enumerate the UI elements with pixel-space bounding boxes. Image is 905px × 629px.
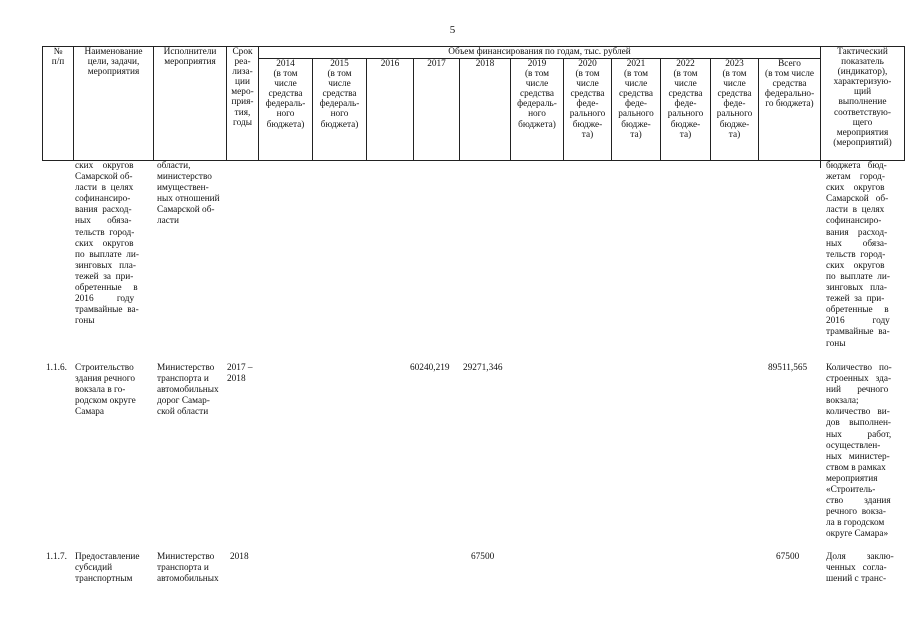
header-year-2018: 2018 (475, 59, 495, 69)
grid-line (366, 58, 367, 160)
header-year-2020: 2020 (в том числе средства феде- рального бюдже- та) (569, 59, 606, 140)
header-year-2014: 2014 (в том числе средства федераль- ного бюджета) (265, 59, 306, 130)
header-year-2019: 2019 (в том числе средства федераль- ного бюджета) (517, 59, 557, 130)
grid-line (413, 58, 414, 160)
header-year-total: Всего (в том числе средства федерально- го бюджета) (764, 59, 815, 110)
row-name: ских округов Самарской об- ласти в целях софинансиро- вания расход- ных обяза- тельств город- ских округов по выплате ли- зинговых пла- тежей за при- обретенные в 2016 году трамвайные ва- гоны (75, 161, 139, 327)
header-col-name: Наименование цели, задачи, мероприятия (84, 47, 143, 78)
row-indicator: Количество по- строенных зда- ний речного вокзала; количество ви- дов выполнен- ных работ, осуществлен- ных министер- ством в рамках мероприятия «Строитель- ство здания речного вокза- ла в городском округе Самара» (826, 363, 892, 540)
header-year-2017: 2017 (427, 59, 446, 69)
row-term: 2018 (230, 552, 249, 562)
grid-line (820, 160, 821, 168)
row-value-2018: 67500 (471, 552, 495, 562)
row-executor: области, министерство имуществен- ных отношений Самарской об- ласти (157, 161, 220, 227)
header-col-executors: Исполнители мероприятия (163, 47, 217, 68)
header-col-indicator: Тактический показатель (индикатор), характеризую- щий выполнение соответствую- щего мероприятия (мероприятий) (833, 47, 892, 148)
row-term: 2017 – 2018 (227, 363, 253, 385)
row-number: 1.1.6. (46, 363, 67, 373)
row-number: 1.1.7. (46, 552, 67, 562)
row-executor: Министерство транспорта и автомобильных (157, 552, 219, 585)
row-value-2017: 60240,219 (410, 363, 450, 373)
header-col-term: Срок реа- лиза- ции меро- прия- тия, годы (231, 47, 254, 128)
header-year-2015: 2015 (в том числе средства федераль- ного бюджета) (319, 59, 360, 130)
row-executor: Министерство транспорта и автомобильных дорог Самар- ской области (157, 363, 219, 418)
row-value-2018: 29271,346 (463, 363, 503, 373)
header-year-2016: 2016 (380, 59, 400, 69)
grid-line (459, 58, 460, 160)
row-value-total: 67500 (776, 552, 800, 562)
header-year-2021: 2021 (в том числе средства феде- рального бюдже- та) (618, 59, 654, 140)
page-number: 5 (449, 24, 456, 36)
header-year-2023: 2023 (в том числе средства феде- рального бюдже- та) (716, 59, 753, 140)
row-name: Строительство здания речного вокзала в го- родском округе Самара (75, 363, 136, 418)
row-name: Предоставление субсидий транспортным (75, 552, 140, 585)
row-indicator: бюджета бюд- жетам город- ских округов Самарской об- ласти в целях софинансиро- вания расход- ных обяза- тельств город- ских округов по выплате ли- зинговых пла- тежей за при- обретенные в 2016 году трамвайные ва- гоны (826, 161, 890, 349)
row-indicator: Доля заклю- ченных соглa- шений с транс- (826, 552, 894, 585)
header-col-number: № п/п (51, 47, 65, 68)
header-year-2022: 2022 (в том числе средства феде- рального бюдже- та) (667, 59, 704, 140)
row-value-total: 89511,565 (768, 363, 808, 373)
header-financing-title: Объем финансирования по годам, тыс. рублей (448, 47, 631, 57)
